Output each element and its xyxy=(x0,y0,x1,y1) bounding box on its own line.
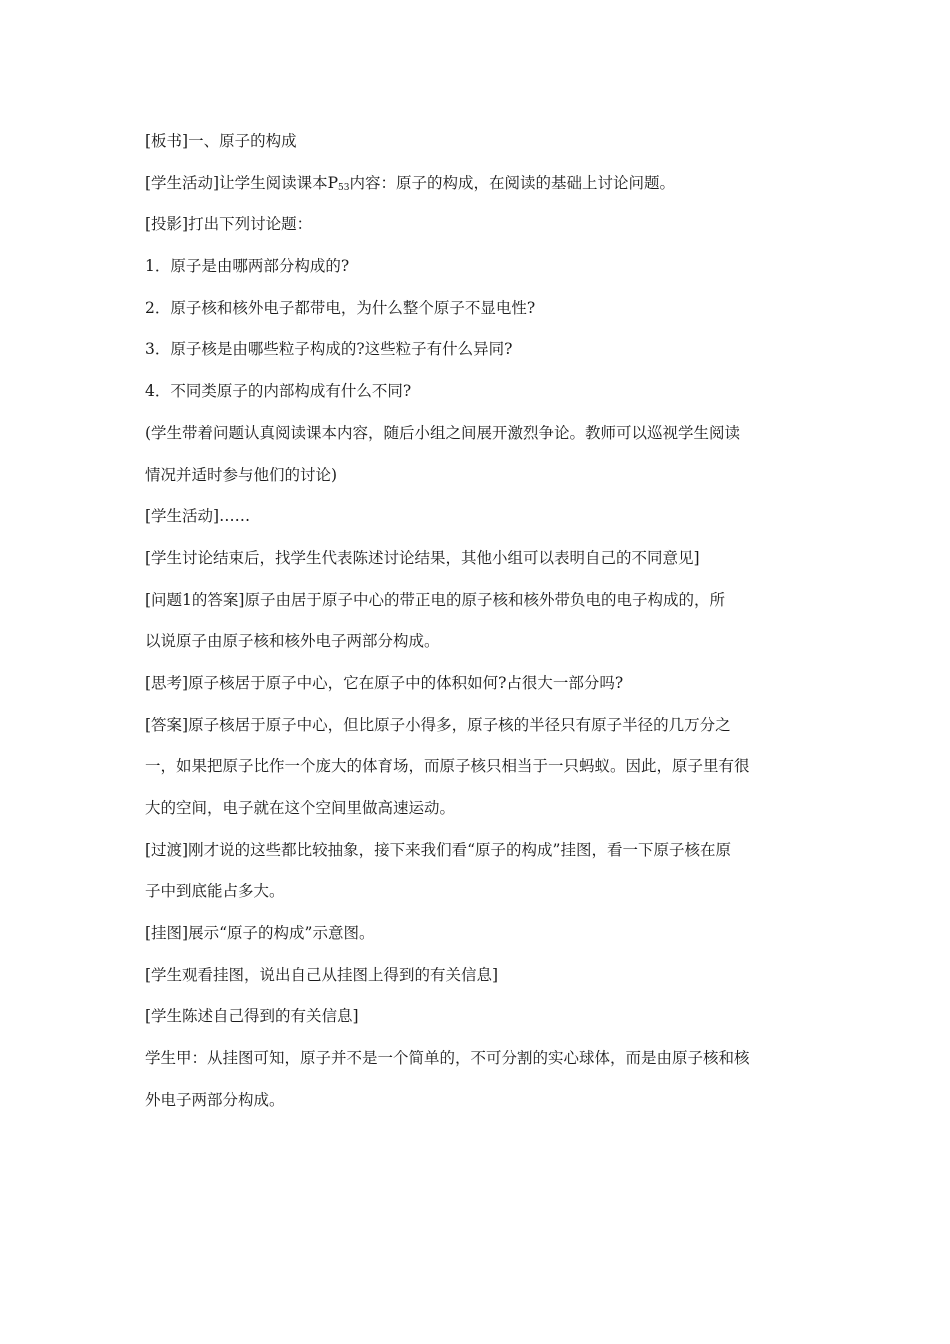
paragraph-line: 大的空间，电子就在这个空间里做高速运动。 xyxy=(145,799,456,817)
paragraph-line: [过渡]刚才说的这些都比较抽象，接下来我们看“原子的构成”挂图，看一下原子核在原 xyxy=(145,840,731,859)
paragraph-line: 一，如果把原子比作一个庞大的体育场，而原子核只相当于一只蚂蚁。因此，原子里有很 xyxy=(145,757,750,776)
paragraph-line: 外电子两部分构成。 xyxy=(145,1090,285,1109)
paragraph-line: [学生陈述自己得到的有关信息] xyxy=(145,1007,359,1026)
page-subscript: 53 xyxy=(338,182,350,193)
paragraph-line: 学生甲：从挂图可知，原子并不是一个简单的，不可分割的实心球体，而是由原子核和核 xyxy=(145,1049,750,1068)
paragraph-line: 子中到底能占多大。 xyxy=(145,882,285,901)
paragraph-line: [思考]原子核居于原子中心，它在原子中的体积如何?占很大一部分吗? xyxy=(145,673,624,692)
paragraph-line: (学生带着问题认真阅读课本内容，随后小组之间展开激烈争论。教师可以巡视学生阅读 xyxy=(145,423,741,442)
question-4: 4．不同类原子的内部构成有什么不同? xyxy=(145,382,412,401)
student-activity-line xyxy=(145,163,805,205)
text-segment: 内容：原子的构成，在阅读的基础上讨论问题。 xyxy=(349,173,675,192)
paragraph-line: [学生观看挂图，说出自己从挂图上得到的有关信息] xyxy=(145,965,499,984)
paragraph-line: [问题1的答案]原子由居于原子中心的带正电的原子核和核外带负电的电子构成的，所 xyxy=(145,590,725,609)
paragraph-line: 以说原子由原子核和核外电子两部分构成。 xyxy=(145,632,440,651)
document-body xyxy=(145,121,805,1122)
paragraph-line: [挂图]展示“原子的构成”示意图。 xyxy=(145,924,375,943)
question-2: 2．原子核和核外电子都带电，为什么整个原子不显电性? xyxy=(145,298,536,317)
text-segment: [学生活动]让学生阅读课本P xyxy=(145,173,339,192)
board-heading: [板书]一、原子的构成 xyxy=(145,132,297,150)
paragraph-line: [学生活动]…… xyxy=(145,507,251,526)
paragraph-line: [学生讨论结束后，找学生代表陈述讨论结果，其他小组可以表明自己的不同意见] xyxy=(145,548,700,567)
projection-line: [投影]打出下列讨论题： xyxy=(145,215,313,234)
question-1: 1．原子是由哪两部分构成的? xyxy=(145,257,350,276)
paragraph-line: 情况并适时参与他们的讨论) xyxy=(145,465,338,484)
paragraph-line: [答案]原子核居于原子中心，但比原子小得多，原子核的半径只有原子半径的几万分之 xyxy=(145,715,731,734)
question-3: 3．原子核是由哪些粒子构成的?这些粒子有什么异同? xyxy=(145,340,513,359)
